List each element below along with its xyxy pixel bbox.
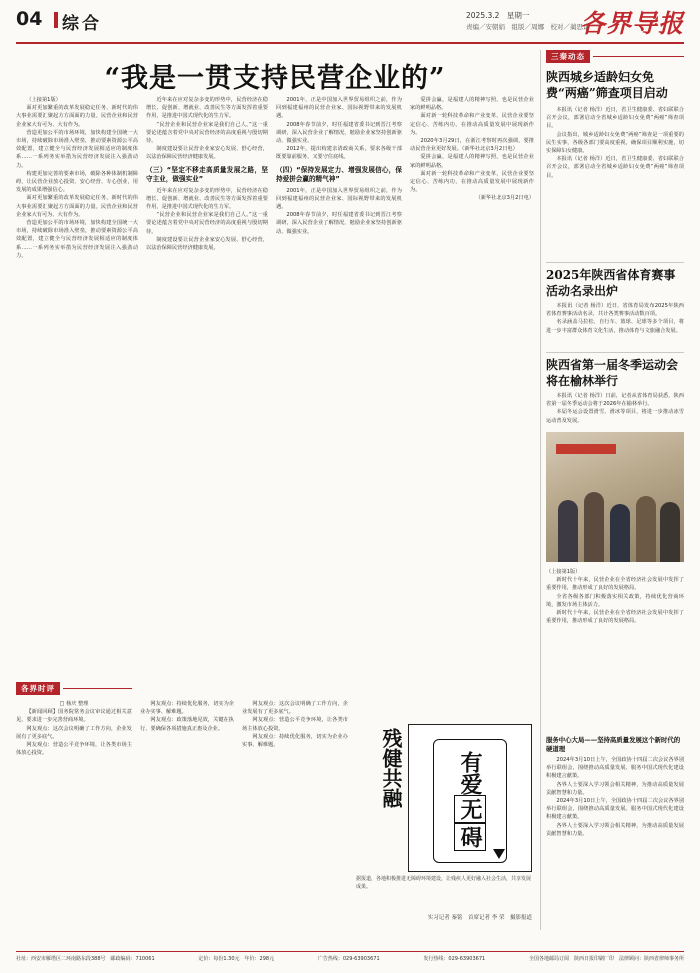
story-paragraph: 新时代十年来，民营企业在全省经济社会发展中发挥了重要作用，推动形成了良好的发展格局。	[546, 577, 684, 592]
story-body	[546, 392, 684, 432]
cartoon-slogan	[454, 751, 486, 851]
article-paragraph: 营造更加公平的市场环境，加快构建全国统一大市场，持续破除市场准入壁垒，推动要素资源公平高效配置，建立健全与民营经济发展相适应的制度体系……一系列务实举措为民营经济发展注入强劲动力。	[16, 220, 138, 259]
footer-address: 社址：西安市雁塔区二环南路东段388号 邮政编码：710061	[16, 956, 155, 962]
commentary-paragraph: 网友观点：持续优化服务，切实为企业办实事、解难题。	[140, 701, 234, 716]
story-headline: 2025年陕西省体育赛事活动名录出炉	[546, 268, 676, 298]
article-paragraph: 面对更加繁重的改革发展稳定任务，新时代的伟大事业需要汇聚起方方面面的力量。民营企业和民营企业家大有可为、大有作为。	[16, 105, 138, 128]
story-subheading: 服务中心大局——坚持高质量发展这个新时代的硬道理	[546, 736, 681, 753]
page-header	[16, 6, 684, 42]
article-credit: （新华社北京3月2日电）	[475, 195, 534, 202]
article-paragraph: 制度建设要让民营企业家安心发展、舒心经营，以法治保障民营经济健康发展。	[146, 236, 268, 252]
story-body	[546, 568, 684, 728]
story-divider	[546, 352, 684, 353]
photo-person	[558, 500, 578, 562]
story-divider	[546, 262, 684, 263]
story-paragraph: 本届冬运会设置滑雪、滑冰等项目，将进一步推动冰雪运动普及发展。	[546, 409, 684, 424]
section-title: 综合	[62, 14, 102, 34]
article-subhead: （四）“保持发展定力、增强发展信心，保持爱拼会赢的精气神”	[276, 165, 402, 183]
commentary-column-1	[16, 700, 132, 940]
slogan-part-2: 无	[454, 795, 486, 823]
issue-date: 2025.3.2 星期一	[466, 11, 530, 20]
tag-rule	[593, 56, 684, 57]
regional-news-tag-bar	[546, 50, 684, 63]
article-paragraph: “民营企业和民营企业家是我们自己人。”这一重要论述蕴含着党中央对民营经济的高度重视与殷切期待。	[146, 212, 268, 235]
main-headline: “我是一贯支持民营企业的”	[104, 63, 446, 94]
story-paragraph: 本报讯（记者 杨洋）日前，记者从省体育局获悉，陕西省第一届冬季运动会将于2026年在榆林举行。	[546, 393, 684, 408]
commentary-tag-bar	[16, 682, 132, 694]
footer-rule	[16, 951, 684, 952]
cartoon-credit: 实习记者 秦铭 首席记者 李 荣 摄影报道	[427, 915, 532, 921]
footer-ad-phone: 广告热线：029-63903671	[317, 956, 380, 962]
bubble-tail	[493, 849, 505, 859]
article-paragraph: “民营企业和民营企业家是我们自己人。”这一重要论述蕴含着党中央对民营经济的高度重视与殷切期待。	[146, 121, 268, 145]
header-rule	[16, 42, 684, 44]
commentary-paragraph: 网友观点：政策落地见效，关键在执行，要确保各项措施真正惠及企业。	[140, 717, 234, 732]
footer-printer: 全国各地邮局订阅 陕西日报印刷厂印 法律顾问：陕西省律师事务所	[528, 956, 684, 962]
story-body	[546, 756, 684, 946]
article-column-1	[16, 96, 138, 676]
article-paragraph: 2001年，正是中国加入世界贸易组织之前，作为回到福建福州的民营企业家、国际视野带来的发展机遇。	[276, 187, 402, 211]
commentary-paragraph: 网友观点：营造公平竞争环境，让各类市场主体放心投资。	[242, 717, 348, 732]
article-paragraph: 面对更加繁重的改革发展稳定任务，新时代的伟大事业需要汇聚起方方面面的力量。民营企业和民营企业家大有可为、大有作为。	[16, 195, 138, 218]
speech-bubble	[433, 739, 507, 863]
photo-person	[584, 492, 604, 562]
article-paragraph: 营造更加公平的市场环境，加快构建全国统一大市场，持续破除市场准入壁垒，推动要素资源公平高效配置，建立健全与民营经济发展相适应的制度体系……一系列务实举措为民营经济发展注入强劲动力。	[16, 129, 138, 169]
tag-rule	[63, 688, 132, 689]
commentary-column-3	[242, 700, 348, 940]
story-paragraph: 本报讯（记者 杨洋）近日，省卫生健康委、省妇联联合召开会议，部署启动全省城乡适龄妇女免费“两癌”筛查项目。	[546, 107, 684, 130]
story-lead: （上接第1版）	[546, 569, 581, 575]
story-paragraph: 各界人士要深入学习领会相关精神，为推动高质量发展贡献智慧和力量。	[546, 781, 684, 796]
article-paragraph: 爱拼会赢，是福建人的精神写照，也是民营企业家的鲜明品格。	[410, 97, 534, 112]
article-paragraph: 2012年，提出构建亲清政商关系，要求各级干部既要靠前服务、又要守住底线。	[276, 146, 402, 161]
story-body	[546, 106, 684, 256]
article-paragraph: 制度建设要让民营企业家安心发展、舒心经营，以法治保障民营经济健康发展。	[146, 146, 268, 161]
story-paragraph: 各界人士要深入学习领会相关精神，为推动高质量发展贡献智慧和力量。	[546, 822, 684, 837]
article-paragraph: 面对新一轮科技革命和产业变革，民营企业要坚定信心、苦练内功，在推动高质量发展中展现新作为。	[410, 113, 534, 136]
article-column-4	[410, 96, 534, 716]
cartoon-title: 残健共融	[379, 728, 403, 808]
commentary-paragraph: 【新闻回顾】国务院常务会议审议通过相关意见，要求进一步完善营商环境。	[16, 709, 132, 724]
article-paragraph: 面对新一轮科技革命和产业变革，民营企业要坚定信心、苦练内功，在推动高质量发展中展现新作为。	[410, 170, 534, 194]
commentary-column-2	[140, 700, 234, 940]
story-headline: 陕西省第一届冬季运动会将在榆林举行	[546, 358, 679, 388]
commentary-paragraph: 网友观点：这次会议明确了工作方向，企业发展有了更多底气。	[16, 725, 132, 740]
photo-person	[636, 496, 656, 562]
slogan-part-1: 有爱	[457, 751, 483, 795]
article-paragraph: 2008年春节前夕，时任福建省委书记到晋江考察调研，深入民营企业了解情况，勉励企业家坚持创新驱动、做强实业。	[276, 212, 402, 235]
commentary-paragraph: 网友观点：持续优化服务，切实为企业办实事、解难题。	[242, 733, 348, 749]
article-subhead: （三）“坚定不移走高质量发展之路，坚守主业，做强实业”	[146, 165, 268, 183]
commentary-paragraph: 网友观点：营造公平竞争环境，让各类市场主体放心投资。	[16, 742, 132, 757]
commentary-paragraph: 网友观点：这次会议明确了工作方向，企业发展有了更多底气。	[242, 701, 348, 716]
article-paragraph: 构建更加完善的要素市场，破除各种体制机制障碍，让民营企业放心投资、安心经营、专心创业，用发展的成果增强信心。	[16, 170, 138, 194]
article-paragraph: 爱拼会赢，是福建人的精神写照，也是民营企业家的鲜明品格。	[410, 154, 534, 169]
page-footer	[16, 955, 684, 962]
story-paragraph: 名录涵盖马拉松、自行车、篮球、足球等多个项目，将进一步丰富群众体育文化生活，推动体育与文旅融合发展。	[546, 319, 684, 334]
news-photo	[546, 432, 684, 562]
footer-price: 定价：每份1.30元 年价：298元	[198, 956, 275, 962]
photo-person	[610, 504, 630, 562]
article-paragraph: 2001年，正是中国加入世界贸易组织之前，作为回到福建福州的民营企业家、国际视野带来的发展机遇。	[276, 97, 402, 120]
commentary-tag: 各界时评	[16, 682, 60, 695]
story-paragraph: 本报讯（记者 杨洋）近日，省卫生健康委、省妇联联合召开会议，部署启动全省城乡适龄妇女免费“两癌”筛查项目。	[546, 156, 684, 179]
slogan-part-3: 碍	[454, 823, 486, 851]
footer-distribution: 发行热线：029-63903671	[423, 956, 486, 962]
article-column-2	[146, 96, 268, 676]
article-column-3	[276, 96, 402, 676]
article-paragraph: （上接第1版）	[26, 97, 61, 103]
commentary-byline: □ 杨庆 整理	[59, 701, 89, 707]
story-headline: 陕西城乡适龄妇女免费“两癌”筛查项目启动	[546, 70, 668, 100]
photo-person	[660, 502, 680, 562]
section-marker	[54, 12, 58, 28]
article-paragraph: 2020年3月29日，在浙江考察时再次强调，要推动民营企业更好发展。（新华社北京3月2日电）	[410, 138, 534, 153]
story-paragraph: 会议指出，城乡适龄妇女免费“两癌”筛查是一项重要的民生实事，各级各部门要高度重视，确保项目顺利实施，切实保障妇女健康。	[546, 131, 684, 155]
story-paragraph: 新时代十年来，民营企业在全省经济社会发展中发挥了重要作用，推动形成了良好的发展格局。	[546, 610, 684, 625]
story-paragraph: 2024年3月10日上午，全国政协十四届二次会议各界别举行联组会，围绕推动高质量发展、服务中国式现代化建设积极建言献策。	[546, 757, 684, 780]
story-paragraph: 本报讯（记者 杨洋）近日，省体育局发布2025年陕西省体育赛事活动名录，共计各类赛事活动数百项。	[546, 303, 684, 318]
story-paragraph: 2024年3月10日上午，全国政协十四届二次会议各界别举行联组会，围绕推动高质量发展、服务中国式现代化建设积极建言献策。	[546, 798, 684, 821]
editors-line: 责编／安朝娟 组版／周娜 校对／蔺思诺	[466, 23, 590, 31]
regional-news-tag: 三秦动态	[546, 50, 590, 63]
page-number: 04	[16, 8, 43, 30]
column-divider	[540, 50, 541, 930]
article-paragraph: 2008年春节前夕，时任福建省委书记到晋江考察调研，深入民营企业了解情况，勉励企业家坚持创新驱动、做强实业。	[276, 121, 402, 145]
cartoon-illustration	[408, 724, 532, 872]
cartoon-caption: 据报道，各地积极推进无障碍环境建设，让残疾人更好融入社会生活，共享发展成果。	[356, 876, 532, 890]
photo-banner-shape	[556, 444, 616, 454]
masthead-logo: 各界导报	[579, 9, 684, 38]
story-paragraph: 全省各级各部门积极落实相关政策，持续优化营商环境，激发市场主体活力。	[546, 593, 684, 608]
article-paragraph: 近年来在应对复杂多变的形势中，民营经济在稳增长、促创新、增就业、改善民生等方面发挥着重要作用，是推进中国式现代化的生力军。	[146, 187, 268, 211]
article-paragraph: 近年来在应对复杂多变的形势中，民营经济在稳增长、促创新、增就业、改善民生等方面发挥着重要作用，是推进中国式现代化的生力军。	[146, 97, 268, 120]
